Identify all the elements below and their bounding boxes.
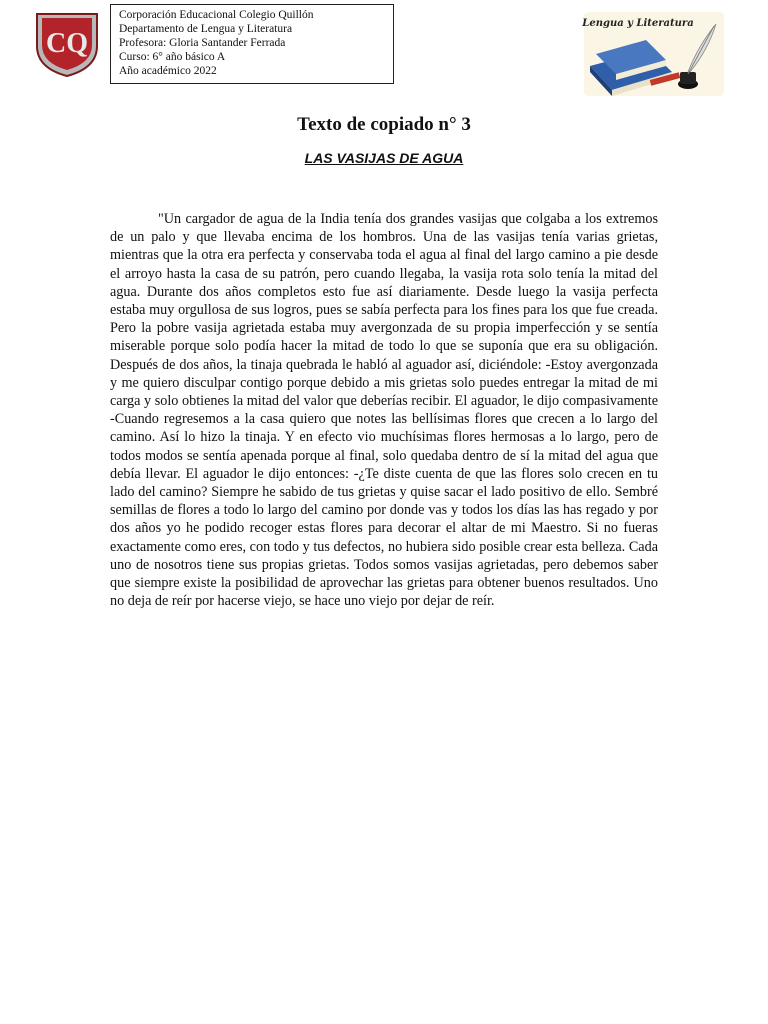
school-logo: [32, 8, 102, 78]
academic-year: Año académico 2022: [119, 65, 217, 77]
document-title: Texto de copiado n° 3: [297, 114, 471, 135]
course-name: Curso: 6° año básico A: [119, 51, 226, 63]
subject-illustration: [580, 10, 730, 98]
school-name: Corporación Educacional Colegio Quillón: [119, 9, 314, 21]
subject-label: Lengua y Literatura: [582, 18, 694, 29]
teacher-name: Profesora: Gloria Santander Ferrada: [119, 37, 286, 49]
story-title: LAS VASIJAS DE AGUA: [304, 150, 464, 166]
header-info-box: [110, 4, 394, 84]
logo-monogram: CQ: [46, 28, 88, 59]
department-name: Departamento de Lengua y Literatura: [119, 23, 293, 35]
story-body: "Un cargador de agua de la India tenía dos grandes vasijas que colgaba a los extremos de un palo y que llevaba encima de los hombros. Una de las vasijas tenía varias grietas, mientras que la otra era perfecta y conservaba toda el agua al final del largo camino a pie desde el arroyo hasta la casa de su patrón, pero cuando llegaba, la vasija rota solo tenía la mitad del agua. Durante dos años completos esto fue así diariamente. Desde luego la vasija perfecta estaba muy orgullosa de sus logros, pues se sabía perfecta para los fines para los que fue creada. Pero la pobre vasija agrietada estaba muy avergonzada de su propia imperfección y se sentía miserable porque solo podía hacer la mitad de todo lo que se suponía que era su obligación. Después de dos años, la tinaja quebrada le habló al aguador así, diciéndole: -Estoy avergonzada y me quiero disculpar contigo porque debido a mis grietas solo puedes entregar la mitad de mi carga y solo obtienes la mitad del valor que deberías recibir. El aguador, le dijo compasivamente -Cuando regresemos a la casa quiero que notes las bellísimas flores que crecen a lo largo del camino. Así lo hizo la tinaja. Y en efecto vio muchísimas flores hermosas a lo largo, pero de todos modos se sentía apenada porque al final, solo quedaba dentro de sí la mitad del agua que debía llevar. El aguador le dijo entonces: -¿Te diste cuenta de que las flores solo crecen en tu lado del camino? Siempre he sabido de tus grietas y quise sacar el lado positivo de ello. Sembré semillas de flores a todo lo largo del camino por donde vas y todos los días las has regado y por dos años yo he podido recoger estas flores para decorar el altar de mi Maestro. Si no fueras exactamente como eres, con todo y tus defectos, no hubiera sido posible crear esta belleza. Cada uno de nosotros tiene sus propias grietas. Todos somos vasijas agrietadas, pero debemos saber que siempre existe la posibilidad de aprovechar las grietas para obtener buenos resultados. Uno no deja de reír por hacerse viejo, se hace uno viejo por dejar de reír.: [110, 211, 658, 610]
